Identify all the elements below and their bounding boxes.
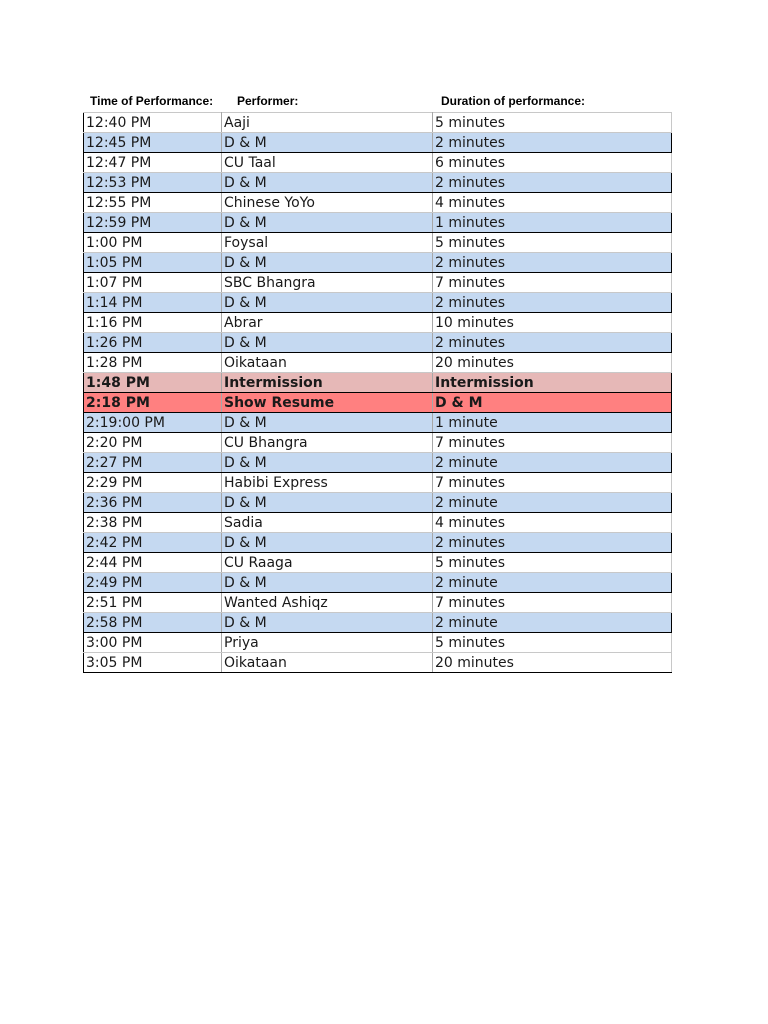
schedule-sheet bbox=[83, 90, 671, 673]
cell-duration[interactable]: 10 minutes bbox=[433, 313, 672, 333]
cell-time[interactable]: 1:05 PM bbox=[84, 253, 222, 273]
table-row bbox=[84, 653, 672, 673]
cell-performer[interactable]: D & M bbox=[222, 333, 433, 353]
cell-time[interactable]: 1:14 PM bbox=[84, 293, 222, 313]
table-row bbox=[84, 233, 672, 253]
cell-duration[interactable]: 2 minutes bbox=[433, 333, 672, 353]
cell-duration[interactable]: 7 minutes bbox=[433, 433, 672, 453]
cell-duration[interactable]: 5 minutes bbox=[433, 553, 672, 573]
table-row bbox=[84, 373, 672, 393]
cell-performer[interactable]: SBC Bhangra bbox=[222, 273, 433, 293]
cell-performer[interactable]: CU Bhangra bbox=[222, 433, 433, 453]
table-row bbox=[84, 253, 672, 273]
cell-time[interactable]: 3:05 PM bbox=[84, 653, 222, 673]
cell-time[interactable]: 12:59 PM bbox=[84, 213, 222, 233]
cell-time[interactable]: 2:27 PM bbox=[84, 453, 222, 473]
cell-time[interactable]: 1:00 PM bbox=[84, 233, 222, 253]
cell-time[interactable]: 12:53 PM bbox=[84, 173, 222, 193]
cell-performer[interactable]: D & M bbox=[222, 173, 433, 193]
cell-performer[interactable]: CU Raaga bbox=[222, 553, 433, 573]
table-row bbox=[84, 593, 672, 613]
table-row bbox=[84, 173, 672, 193]
cell-time[interactable]: 2:49 PM bbox=[84, 573, 222, 593]
cell-duration[interactable]: Intermission bbox=[433, 373, 672, 393]
cell-time[interactable]: 3:00 PM bbox=[84, 633, 222, 653]
cell-duration[interactable]: 6 minutes bbox=[433, 153, 672, 173]
cell-performer[interactable]: Oikataan bbox=[222, 353, 433, 373]
cell-time[interactable]: 12:47 PM bbox=[84, 153, 222, 173]
table-row bbox=[84, 213, 672, 233]
cell-performer[interactable]: Wanted Ashiqz bbox=[222, 593, 433, 613]
cell-duration[interactable]: 2 minute bbox=[433, 493, 672, 513]
cell-performer[interactable]: Foysal bbox=[222, 233, 433, 253]
cell-time[interactable]: 2:51 PM bbox=[84, 593, 222, 613]
cell-duration[interactable]: 7 minutes bbox=[433, 473, 672, 493]
cell-time[interactable]: 1:16 PM bbox=[84, 313, 222, 333]
table-row bbox=[84, 553, 672, 573]
cell-time[interactable]: 12:45 PM bbox=[84, 133, 222, 153]
table-row bbox=[84, 153, 672, 173]
cell-duration[interactable]: 20 minutes bbox=[433, 653, 672, 673]
cell-duration[interactable]: 2 minute bbox=[433, 573, 672, 593]
table-row bbox=[84, 353, 672, 373]
header-duration-of-performance: Duration of performance: bbox=[441, 94, 586, 108]
cell-duration[interactable]: 5 minutes bbox=[433, 233, 672, 253]
cell-performer[interactable]: Oikataan bbox=[222, 653, 433, 673]
cell-performer[interactable]: CU Taal bbox=[222, 153, 433, 173]
cell-performer[interactable]: D & M bbox=[222, 613, 433, 633]
table-row bbox=[84, 633, 672, 653]
cell-performer[interactable]: Show Resume bbox=[222, 393, 433, 413]
cell-time[interactable]: 2:38 PM bbox=[84, 513, 222, 533]
cell-duration[interactable]: 5 minutes bbox=[433, 633, 672, 653]
cell-time[interactable]: 1:48 PM bbox=[84, 373, 222, 393]
table-row bbox=[84, 333, 672, 353]
table-row bbox=[84, 393, 672, 413]
cell-time[interactable]: 2:42 PM bbox=[84, 533, 222, 553]
table-row bbox=[84, 533, 672, 553]
table-row bbox=[84, 113, 672, 133]
cell-performer[interactable]: Chinese YoYo bbox=[222, 193, 433, 213]
cell-duration[interactable]: 4 minutes bbox=[433, 513, 672, 533]
cell-time[interactable]: 2:29 PM bbox=[84, 473, 222, 493]
cell-time[interactable]: 2:18 PM bbox=[84, 393, 222, 413]
cell-time[interactable]: 2:20 PM bbox=[84, 433, 222, 453]
table-row bbox=[84, 273, 672, 293]
header-time-of-performance: Time of Performance: bbox=[90, 94, 214, 108]
cell-duration[interactable]: 2 minutes bbox=[433, 133, 672, 153]
table-row bbox=[84, 613, 672, 633]
cell-performer[interactable]: D & M bbox=[222, 413, 433, 433]
cell-duration[interactable]: D & M bbox=[433, 393, 672, 413]
cell-time[interactable]: 2:36 PM bbox=[84, 493, 222, 513]
cell-performer[interactable]: D & M bbox=[222, 573, 433, 593]
cell-time[interactable]: 1:28 PM bbox=[84, 353, 222, 373]
cell-time[interactable]: 1:26 PM bbox=[84, 333, 222, 353]
cell-performer[interactable]: Aaji bbox=[222, 113, 433, 133]
table-row bbox=[84, 453, 672, 473]
header-row bbox=[83, 90, 671, 112]
cell-duration[interactable]: 2 minute bbox=[433, 453, 672, 473]
cell-time[interactable]: 2:58 PM bbox=[84, 613, 222, 633]
cell-duration[interactable]: 7 minutes bbox=[433, 593, 672, 613]
cell-duration[interactable]: 7 minutes bbox=[433, 273, 672, 293]
cell-duration[interactable]: 20 minutes bbox=[433, 353, 672, 373]
performance-schedule-table bbox=[83, 112, 672, 673]
cell-performer[interactable]: D & M bbox=[222, 293, 433, 313]
cell-duration[interactable]: 4 minutes bbox=[433, 193, 672, 213]
table-row bbox=[84, 193, 672, 213]
cell-performer[interactable]: D & M bbox=[222, 453, 433, 473]
cell-duration[interactable]: 2 minutes bbox=[433, 173, 672, 193]
cell-performer[interactable]: Intermission bbox=[222, 373, 433, 393]
cell-performer[interactable]: Habibi Express bbox=[222, 473, 433, 493]
cell-duration[interactable]: 2 minutes bbox=[433, 253, 672, 273]
table-row bbox=[84, 293, 672, 313]
table-row bbox=[84, 493, 672, 513]
cell-time[interactable]: 12:55 PM bbox=[84, 193, 222, 213]
table-row bbox=[84, 473, 672, 493]
cell-performer[interactable]: Sadia bbox=[222, 513, 433, 533]
table-row bbox=[84, 313, 672, 333]
cell-performer[interactable]: D & M bbox=[222, 253, 433, 273]
cell-performer[interactable]: D & M bbox=[222, 133, 433, 153]
cell-time[interactable]: 12:40 PM bbox=[84, 113, 222, 133]
table-row bbox=[84, 433, 672, 453]
cell-time[interactable]: 2:44 PM bbox=[84, 553, 222, 573]
cell-duration[interactable]: 1 minutes bbox=[433, 213, 672, 233]
cell-duration[interactable]: 2 minutes bbox=[433, 533, 672, 553]
cell-duration[interactable]: 1 minute bbox=[433, 413, 672, 433]
header-performer: Performer: bbox=[237, 94, 299, 108]
cell-duration[interactable]: 2 minute bbox=[433, 613, 672, 633]
cell-performer[interactable]: Priya bbox=[222, 633, 433, 653]
cell-performer[interactable]: D & M bbox=[222, 533, 433, 553]
cell-time[interactable]: 2:19:00 PM bbox=[84, 413, 222, 433]
schedule-body bbox=[84, 113, 672, 673]
table-row bbox=[84, 513, 672, 533]
table-row bbox=[84, 133, 672, 153]
cell-performer[interactable]: D & M bbox=[222, 493, 433, 513]
cell-performer[interactable]: D & M bbox=[222, 213, 433, 233]
cell-duration[interactable]: 5 minutes bbox=[433, 113, 672, 133]
cell-duration[interactable]: 2 minutes bbox=[433, 293, 672, 313]
cell-performer[interactable]: Abrar bbox=[222, 313, 433, 333]
table-row bbox=[84, 573, 672, 593]
cell-time[interactable]: 1:07 PM bbox=[84, 273, 222, 293]
table-row bbox=[84, 413, 672, 433]
